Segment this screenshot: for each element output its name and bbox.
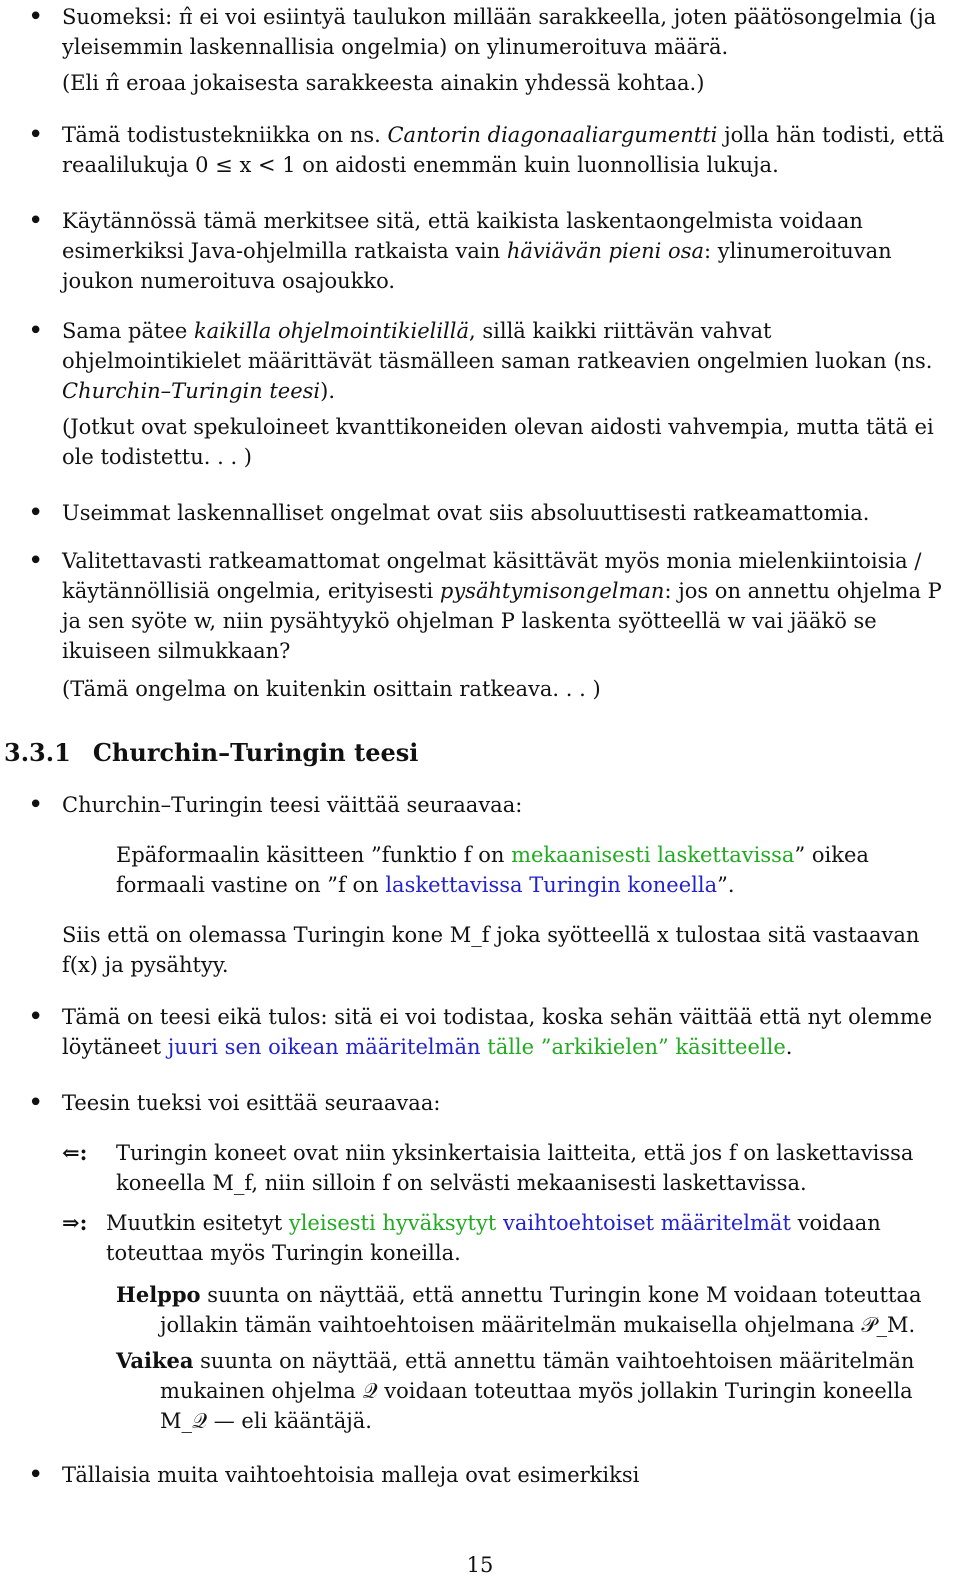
text-run: Valitettavasti ratkeamattomat ongelmat käsittävät myös monia mielenkiintoisia / käytännöllisiä ongelmia, erityisesti: [62, 549, 922, 603]
thesis-quote: [116, 840, 896, 900]
highlight-blue: laskettavissa Turingin koneella: [385, 873, 718, 897]
highlight-blue: vaihtoehtoiset määritelmät: [502, 1211, 791, 1235]
emphasis-text: Cantorin diagonaaliargumentti: [387, 123, 718, 147]
bullet-note: (Tämä ongelma on kuitenkin osittain ratkeava. . . ): [62, 677, 601, 701]
bullet-item: [28, 1460, 950, 1490]
bullet-item: [28, 206, 950, 296]
bullet-text: • Suomeksi: π̂ ei voi esiintyä taulukon millään sarakkeella, joten päätösongelmia (ja yleisemmin laskennallisia ongelmia) on ylinumeroituva määrä.: [62, 5, 937, 59]
section-heading: [4, 738, 418, 768]
text-run: : jos on annettu ohjelma P ja sen syöte w, niin pysähtyykö ohjelman P laskenta syötteellä w vai jääkö se ikuiseen silmukkaan?: [62, 579, 942, 663]
bullet-item: [28, 2, 950, 98]
section-title: Churchin–Turingin teesi: [92, 738, 419, 767]
bullet-note: (Jotkut ovat spekuloineet kvanttikoneiden olevan aidosti vahvempia, mutta tätä ei ole todistettu. . . ): [62, 415, 934, 469]
text-run: jolla hän todisti, että reaalilukuja 0 ≤ x < 1 on aidosti enemmän kuin luonnollisia lukuja.: [62, 123, 945, 177]
right-arrow-icon: ⇒:: [62, 1210, 88, 1235]
text-run: Muutkin esitetyt: [106, 1211, 289, 1235]
bullet-text: • Churchin–Turingin teesi väittää seuraavaa:: [62, 793, 523, 817]
emphasis-text: häviävän pieni osa: [506, 239, 704, 263]
bullet-text: [62, 316, 950, 406]
paragraph-text: Siis että on olemassa Turingin kone M_f joka syötteellä x tulostaa sitä vastaavan f(x) ja pysähtyy.: [62, 923, 920, 977]
section-number: 3.3.1: [4, 738, 71, 767]
emphasis-text: pysähtymisongelman: [439, 579, 665, 603]
text-run: Tämä on teesi eikä tulos: sitä ei voi todistaa, koska sehän väittää että nyt olemme löytäneet: [62, 1005, 933, 1059]
text-run: ).: [320, 379, 336, 403]
bullet-note: (Eli π̂ eroaa jokaisesta sarakkeesta ainakin yhdessä kohtaa.): [62, 71, 705, 95]
bullet-item: [28, 1002, 950, 1062]
text-run: [496, 1211, 503, 1235]
bullet-text: • Tällaisia muita vaihtoehtoisia malleja ovat esimerkiksi: [62, 1463, 640, 1487]
argument-right: [62, 1208, 950, 1268]
bullet-text: [62, 120, 950, 180]
highlight-blue: juuri sen oikean määritelmän: [167, 1035, 481, 1059]
text-run: ”.: [717, 873, 735, 897]
quote-text: [116, 840, 896, 900]
argument-text: Turingin koneet ovat niin yksinkertaisia laitteita, että jos f on laskettavissa koneella M_f, niin silloin f on selvästi mekaanisesti laskettavissa.: [116, 1141, 914, 1195]
bullet-text: • Useimmat laskennalliset ongelmat ovat siis absoluuttisesti ratkeamattomia.: [62, 501, 870, 525]
highlight-green: tälle ”arkikielen” käsitteelle: [480, 1035, 786, 1059]
bullet-item: [28, 120, 950, 180]
subcase-label: Helppo: [116, 1282, 201, 1307]
text-run: Tämä todistustekniikka on ns.: [62, 123, 388, 147]
argument-text: [106, 1208, 950, 1268]
text-run: , sillä kaikki riittävän vahvat ohjelmointikielet määrittävät täsmälleen saman ratkeavien ongelmien luokan (ns.: [62, 319, 933, 373]
text-run: suunta on näyttää, että annettu Turingin kone M voidaan toteuttaa jollakin tämän vaihtoehtoisen määritelmän mukaisella ohjelmana 𝒫_M.: [160, 1283, 922, 1337]
subcase-hard: [116, 1346, 950, 1436]
bullet-text: [62, 546, 950, 666]
bullet-text: [62, 1002, 950, 1062]
paragraph: [62, 920, 950, 980]
bullet-item: [28, 790, 950, 820]
highlight-green: mekaanisesti laskettavissa: [511, 843, 795, 867]
bullet-item: [28, 498, 950, 528]
page-number: 15: [466, 1553, 494, 1577]
text-run: : ylinumeroituvan joukon numeroituva osajoukko.: [62, 239, 892, 293]
text-run: Käytännössä tämä merkitsee sitä, että kaikista laskentaongelmista voidaan esimerkiksi Java-ohjelmilla ratkaista vain: [62, 209, 863, 263]
text-run: suunta on näyttää, että annettu tämän vaihtoehtoisen määritelmän mukainen ohjelma 𝒬 voidaan toteuttaa myös jollakin Turingin koneella M_𝒬 — eli kääntäjä.: [160, 1349, 915, 1433]
highlight-green: yleisesti hyväksytyt: [288, 1211, 497, 1235]
bullet-item: [28, 316, 950, 472]
subcase-easy: [116, 1280, 950, 1340]
text-run: Epäformaalin käsitteen ”funktio f on: [116, 843, 512, 867]
bullet-item: [28, 1088, 950, 1118]
emphasis-text: Churchin–Turingin teesi: [62, 379, 321, 403]
subcase-text: [116, 1346, 950, 1436]
bullet-item: [28, 546, 950, 704]
subcase-text: [116, 1280, 950, 1340]
text-run: .: [785, 1035, 793, 1059]
bullet-text: [62, 206, 950, 296]
left-arrow-icon: ⇐:: [62, 1140, 88, 1165]
text-run: voidaan toteuttaa myös Turingin koneilla.: [106, 1211, 881, 1265]
subcase-label: Vaikea: [116, 1348, 194, 1373]
text-run: Sama pätee: [62, 319, 194, 343]
argument-left: [62, 1138, 950, 1198]
text-run: ” oikea formaali vastine on ”f on: [116, 843, 869, 897]
emphasis-text: kaikilla ohjelmointikielillä: [193, 319, 470, 343]
bullet-text: • Teesin tueksi voi esittää seuraavaa:: [62, 1091, 441, 1115]
